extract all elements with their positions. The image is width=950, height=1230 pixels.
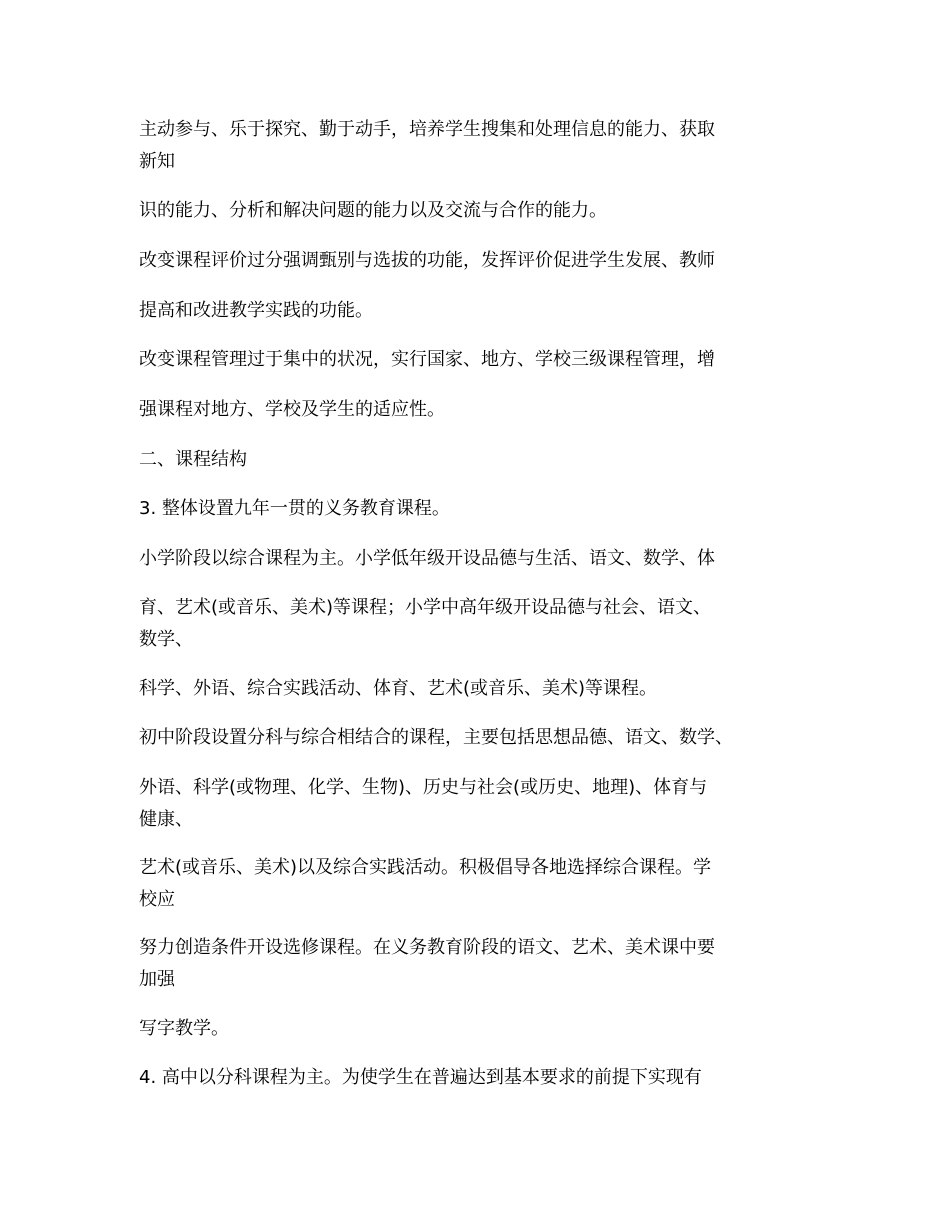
paragraph-4: 提高和改进教学实践的功能。	[139, 300, 373, 321]
paragraph-10: 科学、外语、综合实践活动、体育、艺术(或音乐、美术)等课程。	[139, 678, 658, 699]
paragraph-3: 改变课程评价过分强调甄别与选拔的功能，发挥评价促进学生发展、教师	[139, 250, 715, 271]
paragraph-1: 主动参与、乐于探究、勤于动手，培养学生搜集和处理信息的能力、获取 新知	[139, 119, 715, 172]
paragraph-14: 努力创造条件开设选修课程。在义务教育阶段的语文、艺术、美术课中要 加强	[139, 937, 715, 990]
paragraph-8: 小学阶段以综合课程为主。小学低年级开设品德与生活、语文、数学、体	[139, 548, 715, 569]
paragraph-15: 写字教学。	[139, 1018, 229, 1039]
paragraph-16: 4. 高中以分科课程为主。为使学生在普遍达到基本要求的前提下实现有	[139, 1067, 702, 1088]
paragraph-5: 改变课程管理过于集中的状况，实行国家、地方、学校三级课程管理，增	[139, 349, 715, 370]
paragraph-7: 3. 整体设置九年一贯的义务教育课程。	[139, 498, 450, 519]
paragraph-2: 识的能力、分析和解决问题的能力以及交流与合作的能力。	[139, 200, 607, 221]
paragraph-6: 强课程对地方、学校及学生的适应性。	[139, 399, 445, 420]
paragraph-12: 外语、科学(或物理、化学、生物)、历史与社会(或历史、地理)、体育与 健康、	[139, 777, 708, 830]
section-heading: 二、课程结构	[139, 449, 247, 470]
paragraph-13: 艺术(或音乐、美术)以及综合实践活动。积极倡导各地选择综合课程。学 校应	[139, 857, 712, 910]
paragraph-11: 初中阶段设置分科与综合相结合的课程，主要包括思想品德、语文、数学、	[139, 727, 733, 748]
paragraph-9: 育、艺术(或音乐、美术)等课程；小学中高年级开设品德与社会、语文、 数学、	[139, 597, 712, 650]
